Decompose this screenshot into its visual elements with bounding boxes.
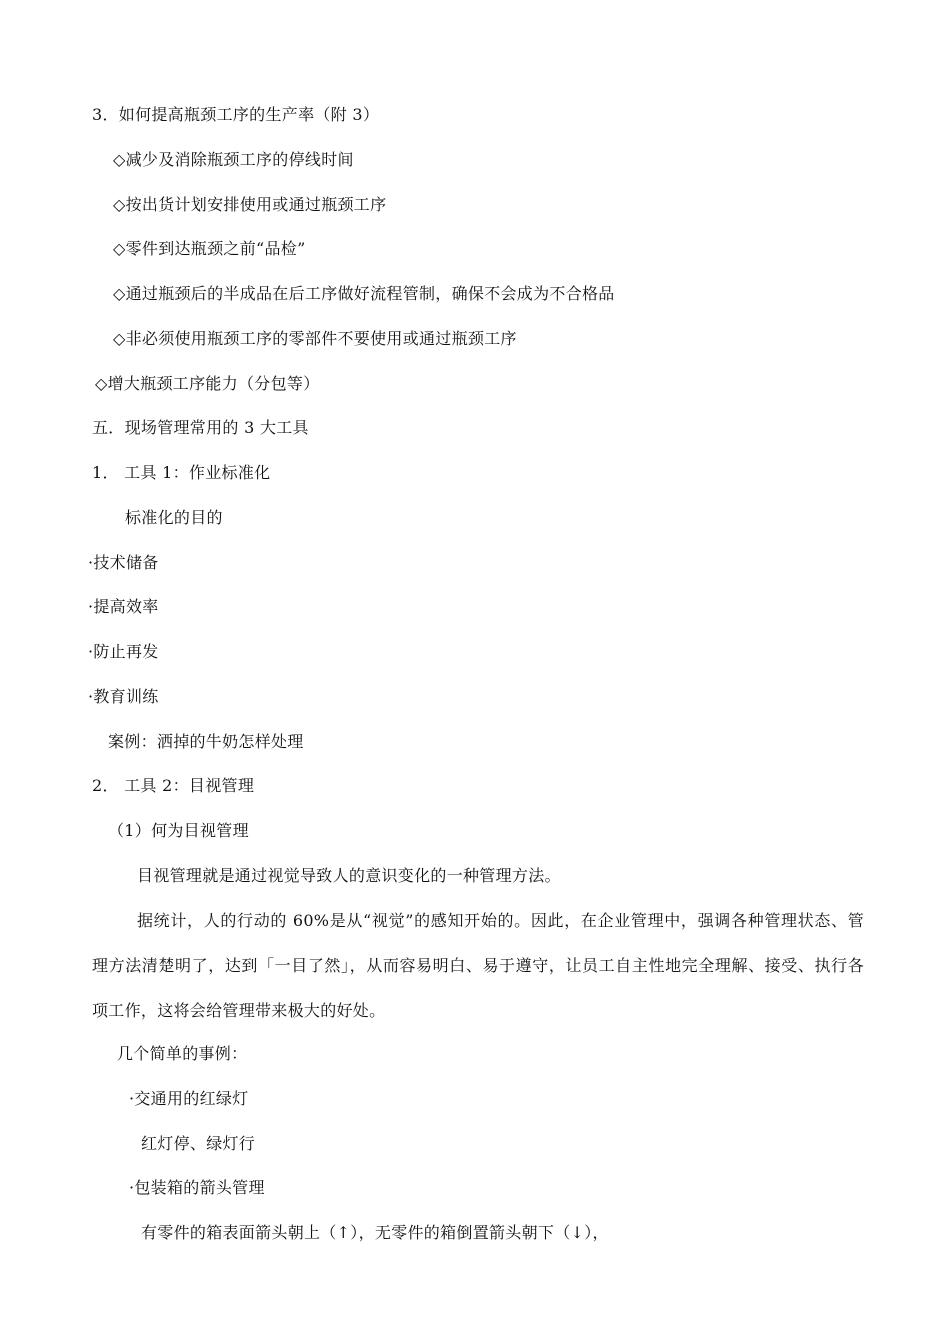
text-line: 案例：洒掉的牛奶怎样处理: [108, 732, 304, 751]
subsection-heading-tool-1: 1． 工具 1：作业标准化: [92, 463, 271, 482]
text-line: 有零件的箱表面箭头朝上（↑），无零件的箱倒置箭头朝下（↓），: [141, 1223, 609, 1242]
list-item: ·防止再发: [88, 642, 159, 661]
section-heading-tools: 五．现场管理常用的 3 大工具: [92, 418, 309, 437]
text-line: 几个简单的事例：: [117, 1044, 248, 1063]
bullet-item: ◇零件到达瓶颈之前“品检”: [113, 239, 306, 258]
bullet-item: ◇增大瓶颈工序能力（分包等）: [95, 374, 320, 393]
bullet-item: ◇减少及消除瓶颈工序的停线时间: [113, 150, 354, 169]
text-line: 红灯停、绿灯行: [141, 1134, 256, 1153]
list-item: ·教育训练: [88, 687, 159, 706]
text-line: 标准化的目的: [125, 508, 223, 527]
paragraph-text: 据统计，人的行动的 60%是从“视觉”的感知开始的。因此，在企业管理中，强调各种管理状态、管理方法清楚明了，达到「一目了然」，从而容易明白、易于遵守，让员工自主性地完全理解、接受、执行各项工作，这将会给管理带来极大的好处。: [92, 911, 864, 1020]
paragraph: [92, 898, 864, 1033]
list-item: ·包装箱的箭头管理: [129, 1178, 265, 1197]
list-item: ·提高效率: [88, 597, 159, 616]
list-item: ·技术储备: [88, 553, 159, 572]
bullet-item: ◇非必须使用瓶颈工序的零部件不要使用或通过瓶颈工序: [113, 329, 517, 348]
bullet-item: ◇通过瓶颈后的半成品在后工序做好流程管制，确保不会成为不合格品: [113, 284, 615, 303]
text-line: 目视管理就是通过视觉导致人的意识变化的一种管理方法。: [137, 866, 561, 885]
list-item: ·交通用的红绿灯: [129, 1089, 249, 1108]
subsection-heading-tool-2: 2． 工具 2：目视管理: [92, 776, 255, 795]
bullet-item: ◇按出货计划安排使用或通过瓶颈工序: [113, 195, 387, 214]
section-heading-bottleneck: 3．如何提高瓶颈工序的生产率（附 3）: [92, 105, 380, 124]
subsection-heading: （1）何为目视管理: [108, 821, 249, 840]
